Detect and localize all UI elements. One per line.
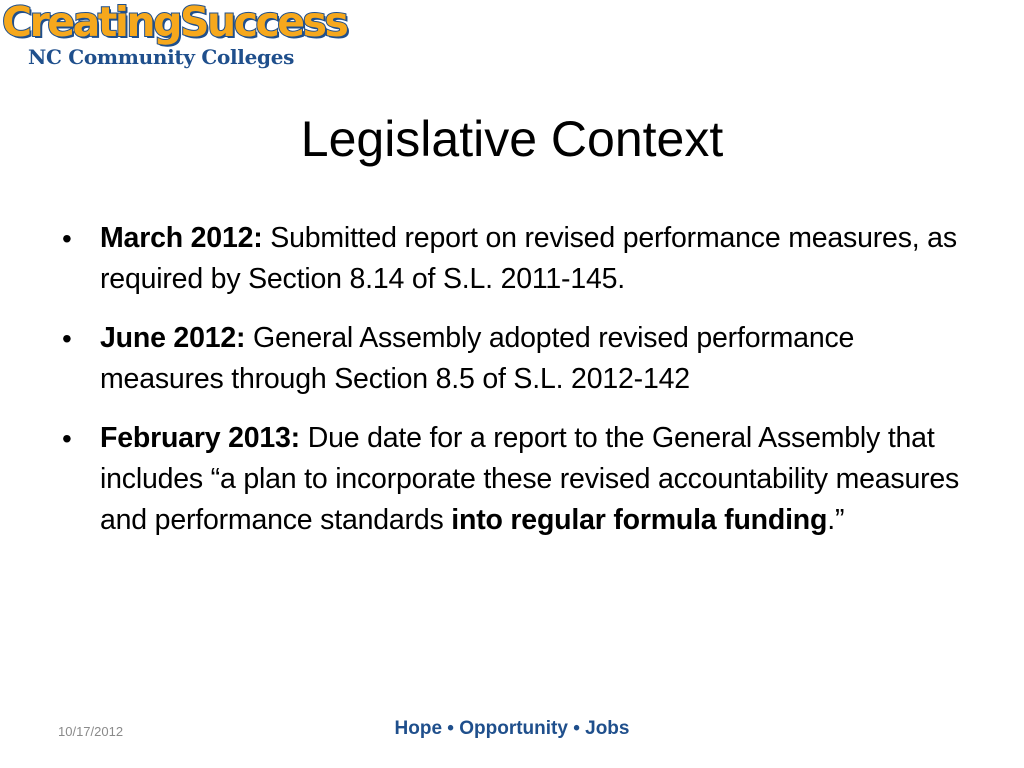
- bullet-icon: •: [62, 323, 72, 354]
- bullet-lead: March 2012:: [100, 222, 263, 254]
- bullet-list: [58, 218, 978, 559]
- bullet-lead: February 2013:: [100, 422, 300, 454]
- footer-date: 10/17/2012: [58, 724, 124, 739]
- bullet-item: [58, 218, 978, 300]
- bullet-text: Due date for a report to the General Assembly that includes “a plan to incorporate these revised accountability measures and performance standards: [100, 422, 960, 536]
- footer-tagline: Hope • Opportunity • Jobs: [394, 718, 630, 739]
- bullet-text: General Assembly adopted revised performance measures through Section 8.5 of S.L. 2012-142: [100, 322, 855, 395]
- slide-title: Legislative Context: [300, 111, 724, 167]
- logo-wordmark: CreatingSuccess: [2, 0, 347, 46]
- bullet-icon: •: [62, 223, 72, 254]
- bullet-text: Submitted report on revised performance measures, as required by Section 8.14 of S.L. 2011-145.: [100, 222, 957, 295]
- bullet-lead: June 2012:: [100, 322, 246, 354]
- creating-success-logo: [2, 0, 347, 72]
- bullet-item: [58, 418, 978, 541]
- bullet-item: [58, 318, 978, 400]
- bullet-emphasis: into regular formula funding: [451, 504, 828, 536]
- bullet-tail: .”: [827, 504, 845, 536]
- bullet-icon: •: [62, 423, 72, 454]
- logo-subtitle: NC Community Colleges: [28, 45, 295, 69]
